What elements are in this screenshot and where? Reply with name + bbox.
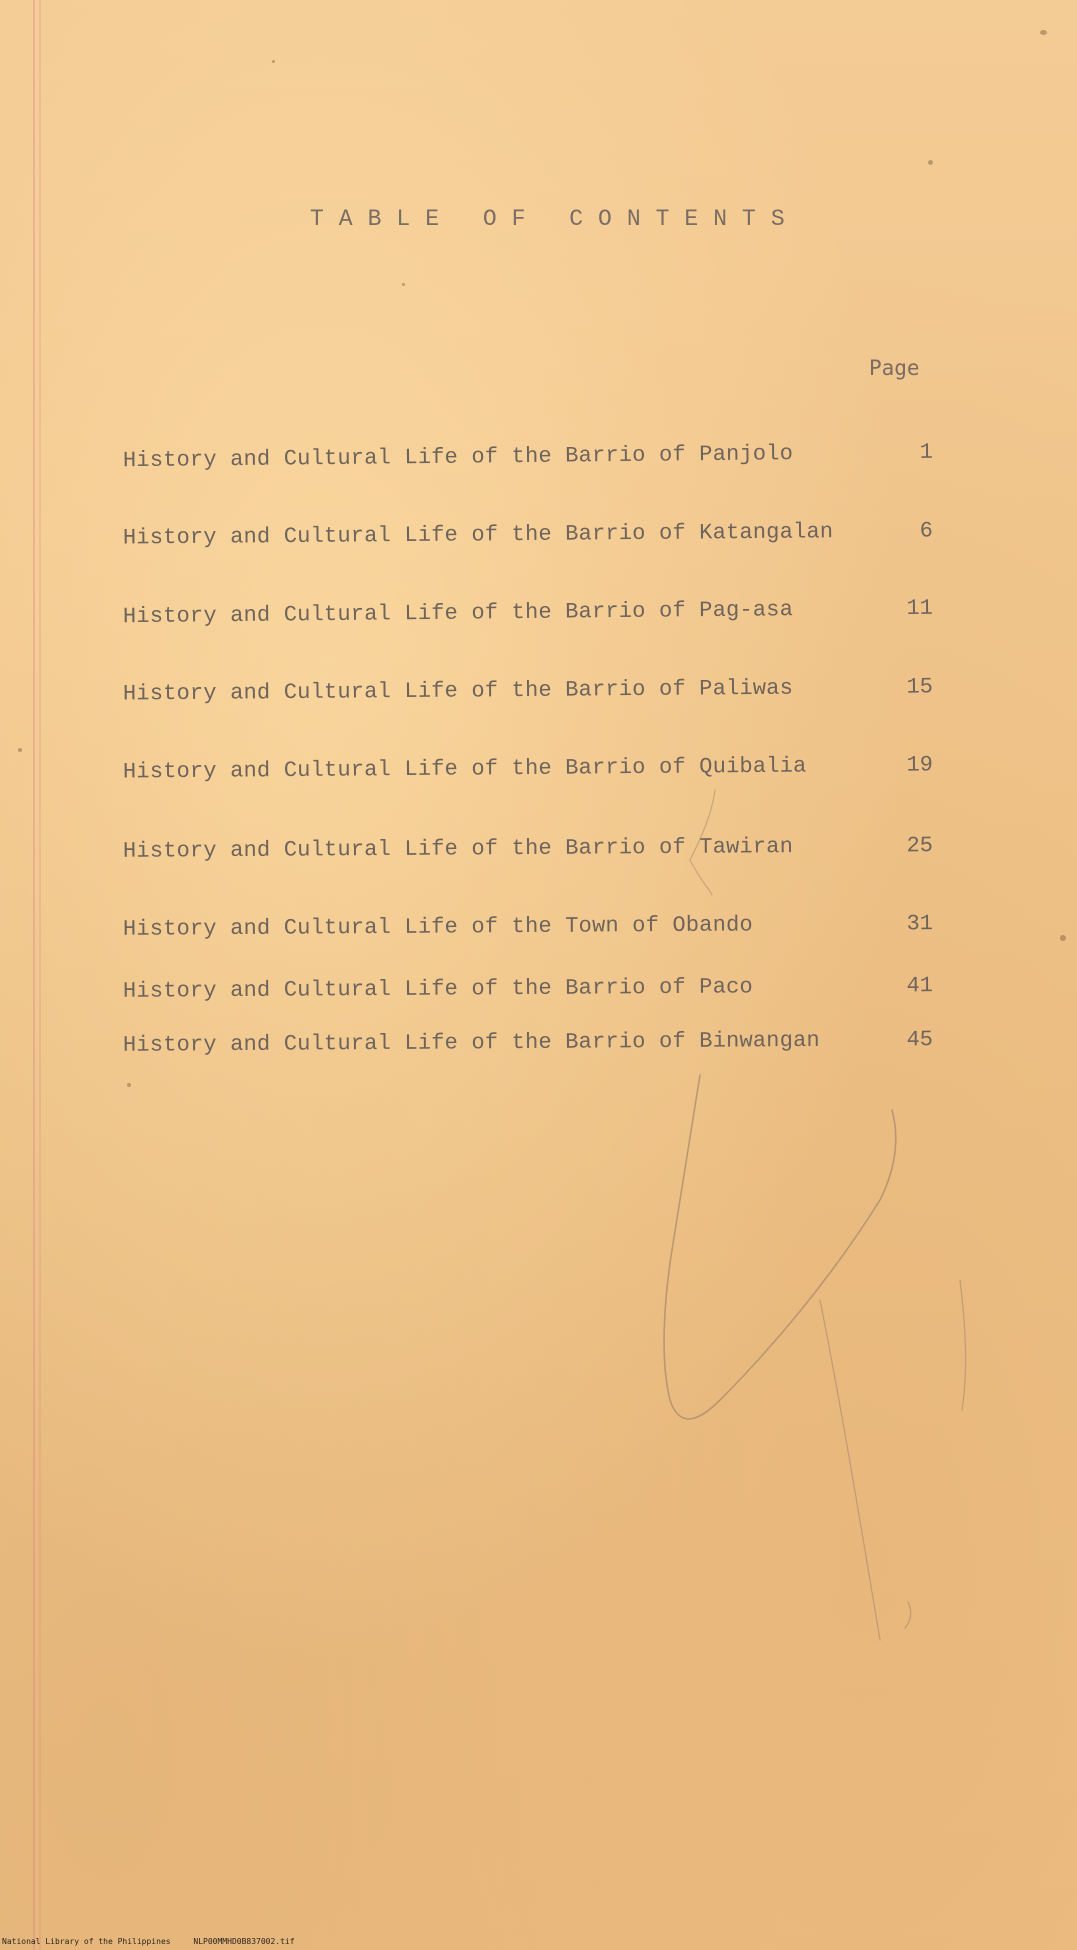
toc-entry-page-number: 6	[919, 518, 934, 544]
page-title: TABLE OF CONTENTS	[310, 206, 800, 232]
toc-entry	[122, 674, 934, 716]
scan-footer-caption	[2, 1937, 313, 1946]
toc-entry-page-number: 19	[906, 752, 934, 778]
toc-entry	[122, 973, 934, 1013]
toc-entry-page-number: 1	[919, 439, 934, 465]
footer-institution: National Library of the Philippines	[2, 1937, 171, 1946]
toc-entry-page-number: 41	[906, 973, 934, 999]
toc-entry-page-number: 11	[906, 595, 934, 621]
paper-speck	[402, 283, 405, 286]
toc-entry-page-number: 45	[906, 1027, 934, 1053]
paper-speck	[1040, 30, 1047, 35]
paper-speck	[18, 748, 22, 752]
toc-entry-title: History and Cultural Life of the Barrio of Panjolo	[122, 441, 794, 474]
toc-entry	[122, 752, 934, 794]
paper-speck	[1060, 935, 1066, 941]
toc-entry-title: History and Cultural Life of the Barrio of Paliwas	[122, 675, 794, 707]
toc-entry	[122, 595, 934, 638]
toc-entry	[122, 911, 934, 951]
paper-speck	[127, 1083, 131, 1087]
page-column-label: Page	[869, 356, 920, 380]
toc-entry	[122, 439, 934, 482]
toc-entry-page-number: 31	[906, 911, 934, 937]
toc-entry	[122, 1027, 934, 1067]
toc-entry-title: History and Cultural Life of the Barrio of Binwangan	[122, 1027, 820, 1058]
toc-entry	[122, 833, 934, 873]
toc-entry-title: History and Cultural Life of the Barrio of Pag-asa	[122, 597, 794, 630]
toc-entry-title: History and Cultural Life of the Town of Obando	[122, 912, 753, 942]
toc-entry-title: History and Cultural Life of the Barrio of Quibalia	[122, 753, 807, 785]
toc-entry-title: History and Cultural Life of the Barrio of Paco	[122, 974, 753, 1004]
paper-speck	[928, 160, 933, 165]
toc-entry	[122, 518, 934, 560]
toc-entry-page-number: 15	[906, 674, 934, 700]
paper-speck	[272, 60, 275, 63]
toc-entry-page-number: 25	[906, 833, 934, 859]
toc-entry-title: History and Cultural Life of the Barrio of Tawiran	[122, 834, 794, 864]
toc-entry-title: History and Cultural Life of the Barrio of Katangalan	[122, 519, 834, 551]
footer-filename: NLP00MMHD0B837002.tif	[193, 1937, 295, 1946]
